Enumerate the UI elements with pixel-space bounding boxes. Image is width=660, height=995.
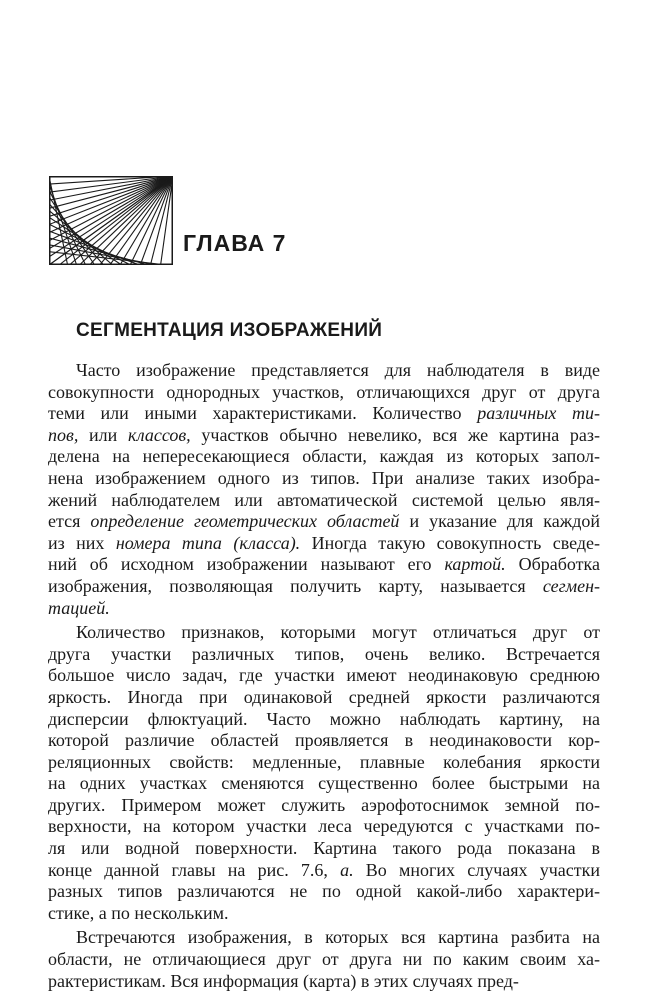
text-run: которой различие областей проявляется в неодинаковости кор- — [48, 730, 600, 751]
text-line — [48, 382, 600, 404]
text-run: Встречаются изображения, в которых вся картина разбита на — [76, 927, 600, 948]
text-run: нена изображением одного из типов. При анализе таких изобра- — [48, 467, 600, 488]
chapter-emblem-icon — [49, 176, 173, 265]
emphasized-term: а. — [340, 859, 354, 880]
text-line — [48, 927, 600, 949]
text-run: Обработка — [505, 554, 600, 575]
paragraph — [48, 360, 600, 619]
emphasized-term: картой. — [444, 554, 506, 575]
text-run: большое число задач, где участки имеют неодинаковую среднюю — [48, 665, 600, 686]
text-line — [48, 687, 600, 709]
text-line — [48, 949, 600, 971]
text-run: Количество признаков, которыми могут отличаться друг от — [76, 622, 600, 643]
text-run: реляционных свойств: медленные, плавные колебания яркости — [48, 751, 600, 772]
text-line — [48, 360, 600, 382]
emphasized-term: различных ти- — [477, 403, 600, 424]
text-run: стике, а по нескольким. — [48, 902, 229, 923]
text-line — [48, 576, 600, 598]
text-run: рактеристикам. Вся информация (карта) в этих случаях пред- — [48, 970, 519, 991]
text-line — [48, 860, 600, 882]
paragraph — [48, 622, 600, 924]
text-line — [48, 903, 600, 925]
text-run: на одних участках сменяются существенно более быстрыми на — [48, 773, 600, 794]
text-line — [48, 665, 600, 687]
text-line — [48, 511, 600, 533]
text-run: яркость. Иногда при одинаковой средней яркости различаются — [48, 686, 600, 707]
text-run: делена на непересекающиеся области, каждая из которых запол- — [48, 446, 600, 467]
text-line — [48, 468, 600, 490]
text-run: жений наблюдателем или автоматической системой целью явля- — [48, 489, 600, 510]
emphasized-term: классов, — [127, 424, 191, 445]
text-run: ется — [48, 511, 91, 532]
emphasized-term: определение геометрических областей — [90, 511, 400, 532]
text-line — [48, 752, 600, 774]
chapter-number-heading: ГЛАВА 7 — [183, 230, 287, 256]
text-run: друга участки различных типов, очень велико. Встречается — [48, 643, 600, 664]
body-text — [48, 360, 600, 995]
text-run: теми или иными характеристиками. Количество — [48, 403, 478, 424]
text-line — [48, 816, 600, 838]
text-run: и указание для каждой — [399, 511, 600, 532]
text-run: Во многих случаях участки — [353, 859, 600, 880]
text-run: из них — [48, 532, 116, 553]
text-run: ля или водной поверхности. Картина такого рода показана в — [48, 838, 600, 859]
text-line — [48, 795, 600, 817]
text-line — [48, 403, 600, 425]
text-line — [48, 425, 600, 447]
text-run: участков обычно невелико, вся же картина раз- — [190, 424, 601, 445]
text-run: дисперсии флюктуаций. Часто можно наблюдать картину, на — [48, 708, 600, 729]
text-line — [48, 533, 600, 555]
text-line — [48, 838, 600, 860]
text-line — [48, 709, 600, 731]
text-line — [48, 598, 600, 620]
text-line — [48, 644, 600, 666]
emphasized-term: тацией. — [48, 597, 110, 618]
text-run: области, не отличающиеся друг от друга ни по каким своим ха- — [48, 949, 600, 970]
text-line — [48, 554, 600, 576]
text-line — [48, 490, 600, 512]
text-line — [48, 971, 600, 993]
text-run: Иногда такую совокупность сведе- — [300, 532, 600, 553]
paragraph — [48, 927, 600, 992]
text-run: ний об исходном изображении называют его — [48, 554, 445, 575]
text-run: изображения, позволяющая получить карту, называется — [48, 575, 543, 596]
text-run: других. Примером может служить аэрофотоснимок земной по- — [48, 794, 600, 815]
emphasized-term: сегмен- — [542, 575, 600, 596]
text-line — [48, 773, 600, 795]
emphasized-term: пов, — [48, 424, 79, 445]
text-line — [48, 730, 600, 752]
text-run: конце данной главы на рис. 7.6, — [48, 859, 341, 880]
text-run: разных типов различаются не по одной какой-либо характери- — [48, 881, 600, 902]
text-run: совокупности однородных участков, отличающихся друг от друга — [48, 381, 600, 402]
emphasized-term: номера типа (класса). — [115, 532, 301, 553]
text-line — [48, 622, 600, 644]
text-line — [48, 446, 600, 468]
text-run: или — [78, 424, 128, 445]
chapter-title: СЕГМЕНТАЦИЯ ИЗОБРАЖЕНИЙ — [76, 320, 383, 341]
text-run: Часто изображение представляется для наблюдателя в виде — [76, 360, 600, 380]
text-run: верхности, на котором участки леса чередуются с участками по- — [48, 816, 600, 837]
text-line — [48, 881, 600, 903]
